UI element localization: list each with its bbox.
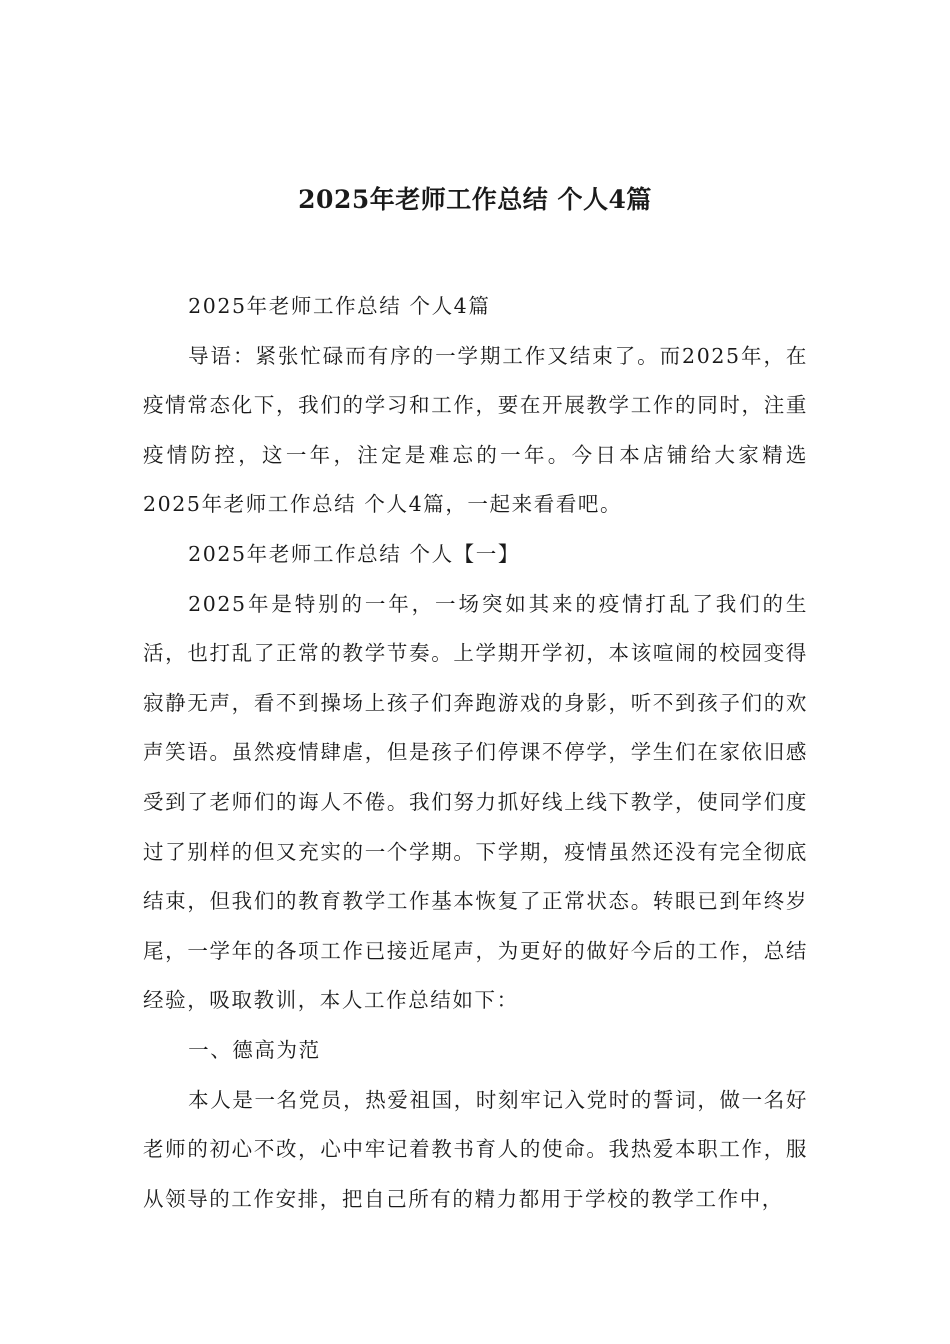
paragraph-intro: 导语：紧张忙碌而有序的一学期工作又结束了。而2025年，在疫情常态化下，我们的学习和工作，要在开展教学工作的同时，注重疫情防控，这一年，注定是难忘的一年。今日本店铺给大家精选2025年老师工作总结 个人4篇，一起来看看吧。: [143, 343, 808, 517]
document-body: [143, 282, 808, 1224]
subheading-virtue: 一、德高为范: [188, 1037, 321, 1062]
paragraph-year-summary: 2025年是特别的一年，一场突如其来的疫情打乱了我们的生活，也打乱了正常的教学节奏。上学期开学初，本该喧闹的校园变得寂静无声，看不到操场上孩子们奔跑游戏的身影，听不到孩子们的欢声笑语。虽然疫情肆虐，但是孩子们停课不停学，学生们在家依旧感受到了老师们的诲人不倦。我们努力抓好线上线下教学，使同学们度过了别样的但又充实的一个学期。下学期，疫情虽然还没有完全彻底结束，但我们的教育教学工作基本恢复了正常状态。转眼已到年终岁尾，一学年的各项工作已接近尾声，为更好的做好今后的工作，总结经验，吸取教训，本人工作总结如下：: [143, 591, 808, 1013]
paragraph-subtitle: 2025年老师工作总结 个人4篇: [188, 294, 491, 318]
section-heading-one: 2025年老师工作总结 个人【一】: [188, 541, 520, 566]
paragraph-party-member: 本人是一名党员，热爱祖国，时刻牢记入党时的誓词，做一名好老师的初心不改，心中牢记着教书育人的使命。我热爱本职工作，服从领导的工作安排，把自己所有的精力都用于学校的教学工作中，: [143, 1087, 808, 1211]
document-title: 2025年老师工作总结 个人4篇: [298, 185, 652, 214]
